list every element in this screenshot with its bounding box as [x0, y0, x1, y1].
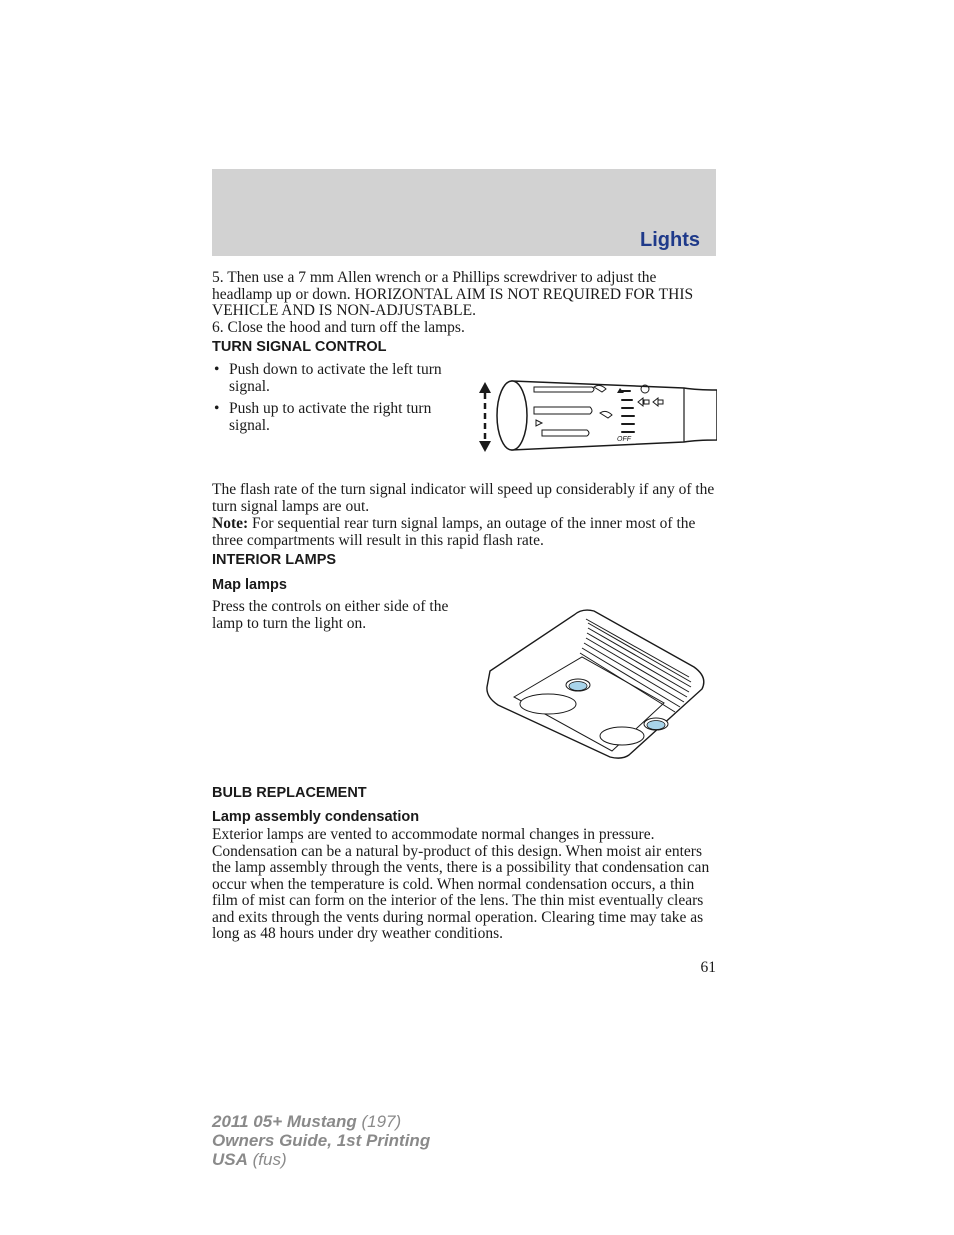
note-text: For sequential rear turn signal lamps, an outage of the inner most of the three compartments will result in this rapid flash rate. — [212, 515, 696, 549]
section-header-band — [212, 169, 716, 256]
section-title: Lights — [640, 229, 700, 251]
lamp-lens-left — [520, 694, 576, 714]
map-lamps-subheading: Map lamps — [212, 577, 287, 593]
footer-market: USA — [212, 1150, 248, 1169]
up-down-arrow-icon — [479, 382, 491, 452]
bulb-replacement-heading: BULB REPLACEMENT — [212, 785, 367, 801]
lamp-button-left — [566, 679, 590, 691]
turn-signal-note — [212, 516, 717, 549]
footer-model: 2011 05+ Mustang — [212, 1112, 357, 1131]
page-number: 61 — [700, 959, 716, 976]
turn-signal-stalk-illustration — [472, 378, 717, 456]
turn-signal-heading: TURN SIGNAL CONTROL — [212, 339, 387, 355]
note-label: Note: — [212, 515, 249, 532]
turn-signal-list — [212, 362, 467, 440]
map-lamp-illustration — [484, 605, 714, 760]
step-5-text: 5. Then use a 7 mm Allen wrench or a Phillips screwdriver to adjust the headlamp up or down. HORIZONTAL AIM IS NOT REQUIRED FOR THIS VEHICLE AND IS NON-ADJUSTABLE. — [212, 269, 694, 319]
flash-rate-text: The flash rate of the turn signal indicator will speed up considerably if any of the turn signal lamps are out. — [212, 481, 715, 515]
lamp-lens-right — [600, 727, 644, 745]
interior-lamps-heading: INTERIOR LAMPS — [212, 552, 337, 568]
off-label: OFF — [617, 436, 631, 443]
footer-guide: Owners Guide, 1st Printing — [212, 1131, 431, 1150]
step-6-text: 6. Close the hood and turn off the lamps. — [212, 319, 465, 336]
document-footer — [212, 1112, 430, 1169]
footer-market-code: (fus) — [247, 1150, 287, 1169]
map-lamps-text: Press the controls on either side of the lamp to turn the light on. — [212, 598, 449, 632]
lamp-button-right — [644, 718, 668, 730]
condensation-text: Exterior lamps are vented to accommodate normal changes in pressure. Condensation can be a natural by-product of this design. When moist air enters the lamp assembly through the vents, there is a possibility that condensation can occur when the temperature is cold. When normal condensation occurs, a thin film of mist can form on the interior of the lens. The thin mist eventually clears and exits through the vents during normal operation. Clearing time may take as long as 48 hours under dry weather conditions. — [212, 826, 710, 942]
footer-model-code: (197) — [356, 1112, 402, 1131]
condensation-subheading: Lamp assembly condensation — [212, 809, 420, 825]
list-item: • Push down to activate the left turn signal. — [212, 362, 467, 395]
list-item: • Push up to activate the right turn signal. — [212, 401, 467, 434]
